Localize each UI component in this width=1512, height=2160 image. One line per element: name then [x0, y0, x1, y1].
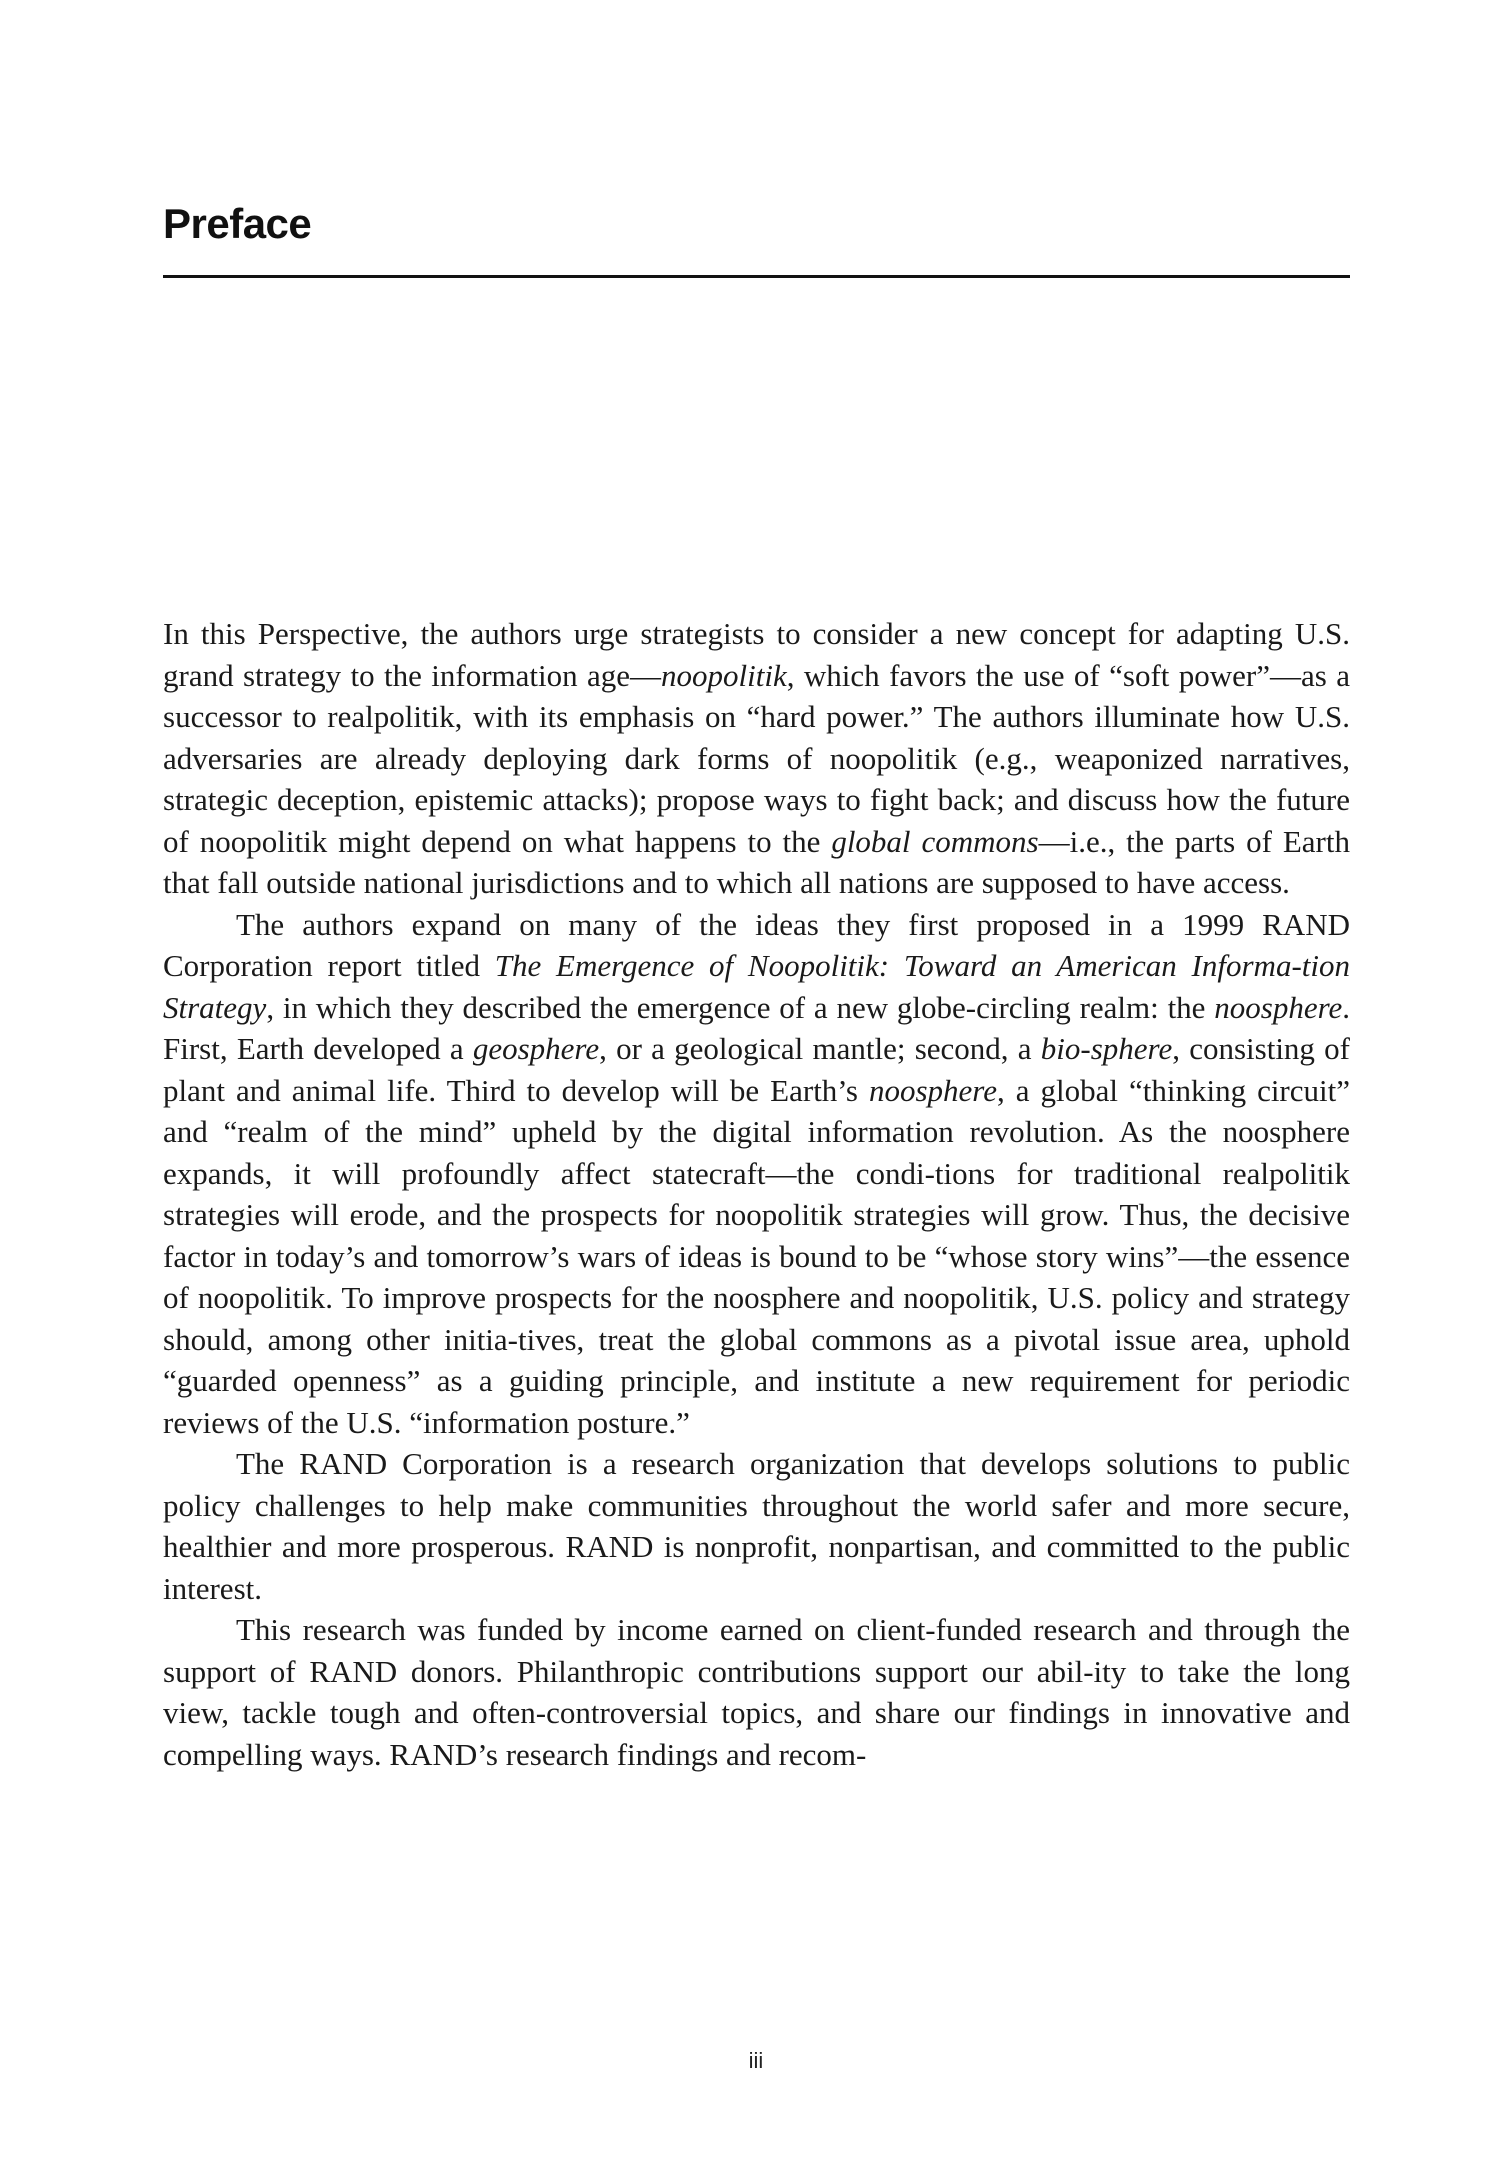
text-run: , which favors the use of “soft power”—as a successor to realpolitik, with its emphasis on “hard power.” The authors illuminate how U.S. adversaries are already deploying dark forms of noopolitik (e.g., weaponized narratives, strategic deception, epistemic attacks); propose ways to fight back; and discuss how the future of noopolitik might depend on what happens to the [163, 657, 1350, 859]
text-run: The RAND Corporation is a research organization that develops solutions to public policy challenges to help make communities throughout the world safer and more secure, healthier and more prosperous. RAND is nonprofit, nonpartisan, and committed to the public interest. [163, 1446, 1350, 1606]
italic-term: global commons [831, 823, 1039, 859]
italic-term: noopolitik [661, 657, 787, 693]
italic-term: bio-sphere [1040, 1031, 1173, 1066]
text-run: , or a geological mantle; second, a [599, 1031, 1041, 1066]
italic-term: noosphere [1214, 989, 1343, 1025]
text-run: The authors expand on many of the ideas they first proposed in a 1999 RAND Corporation report titled [163, 906, 1350, 983]
italic-term: The Emergence of Noopolitik: Toward an American Informa-tion Strategy [163, 948, 1350, 1025]
paragraph [163, 613, 1350, 904]
text-run: , consisting of plant and animal life. Third to develop will be Earth’s [163, 1031, 1350, 1108]
italic-term: geosphere [472, 1031, 600, 1066]
page-title: Preface [163, 200, 312, 247]
text-run: , in which they described the emergence of a new globe-circling realm: the [266, 989, 1215, 1025]
title-divider [163, 275, 1350, 278]
preface-body [163, 613, 1350, 1775]
text-run: . First, Earth developed a [163, 989, 1350, 1066]
text-run: In this Perspective, the authors urge strategists to consider a new concept for adapting U.S. grand strategy to the information age— [163, 616, 1350, 693]
paragraph [163, 1443, 1350, 1609]
italic-term: noosphere [868, 1072, 997, 1108]
page-number: iii [748, 2048, 764, 2073]
paragraph [163, 904, 1350, 1444]
text-run: , a global “thinking circuit” and “realm of the mind” upheld by the digital information revolution. As the noosphere expands, it will profoundly affect statecraft—the condi-tions for traditional realpolitik strategies will erode, and the prospects for noopolitik strategies will grow. Thus, the decisive factor in today’s and tomorrow’s wars of ideas is bound to be “whose story wins”—the essence of noopolitik. To improve prospects for the noosphere and noopolitik, U.S. policy and strategy should, among other initia-tives, treat the global commons as a pivotal issue area, uphold “guarded openness” as a guiding principle, and institute a new requirement for periodic reviews of the U.S. “information posture.” [163, 1072, 1351, 1440]
text-run: —i.e., the parts of Earth that fall outside national jurisdictions and to which all nations are supposed to have access. [163, 823, 1350, 900]
paragraph [163, 1609, 1350, 1775]
text-run: This research was funded by income earned on client-funded research and through the support of RAND donors. Philanthropic contributions support our abil-ity to take the long view, tackle tough and often-controversial topics, and share our findings in innovative and compelling ways. RAND’s research findings and recom- [163, 1612, 1350, 1772]
